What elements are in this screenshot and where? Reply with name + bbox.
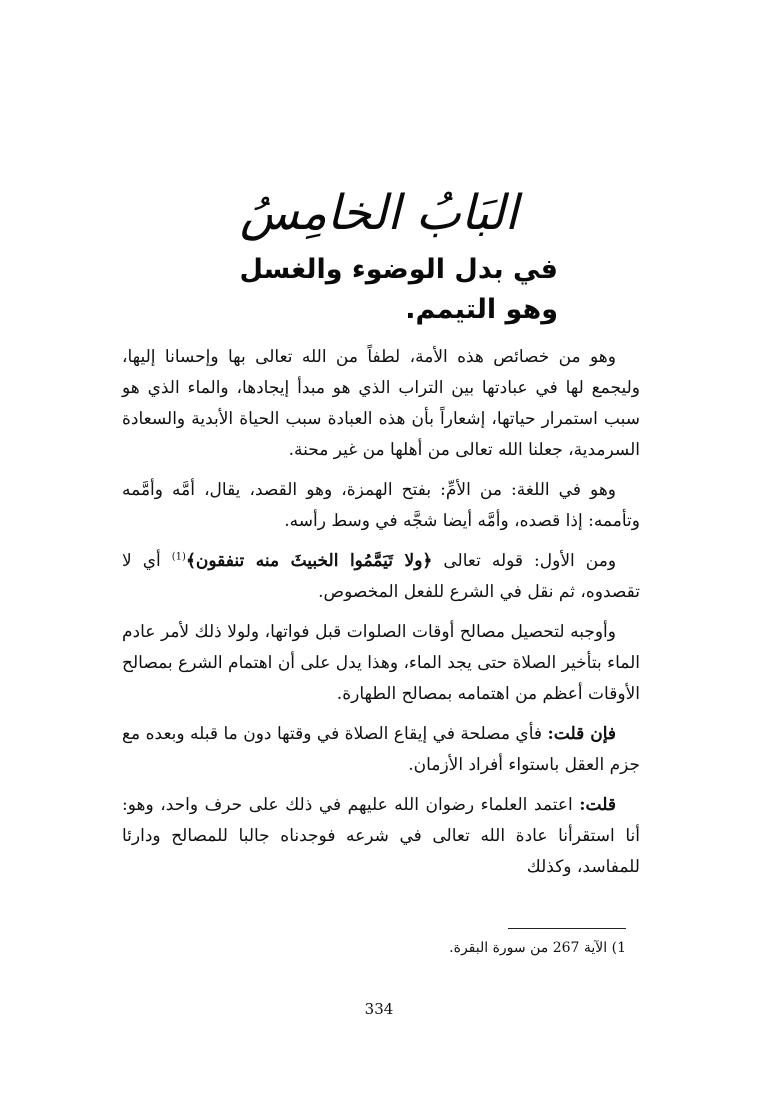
body-text [122, 342, 640, 892]
paragraph-5 [122, 719, 640, 781]
footnote-reference: (1) [171, 551, 186, 563]
paragraph-5-rest: فأي مصلحة في إيقاع الصلاة في وقتها دون ما قبله وبعده مع جزم العقل باستواء أفراد الأزمان. [122, 724, 640, 775]
paragraph-3-intro: ومن الأول: قوله تعالى [443, 551, 617, 571]
footnote: 1) الآية 267 من سورة البقرة. [449, 940, 626, 956]
paragraph-1: وهو من خصائص هذه الأمة، لطفاً من الله تعالى بها وإحسانا إليها، وليجمع لها في عبادتها بين التراب الذي هو مبدأ إيجادها، والماء الذي هو سبب استمرار حياتها، إشعاراً بأن هذه العبادة سبب الحياة الأبدية والسعادة السرمدية، جعلنا الله تعالى من أهلها من غير محنة. [122, 347, 640, 460]
paragraph-2: وهو في اللغة: من الأمِّ: بفتح الهمزة، وهو القصد، يقال، أمَّه وأمَّمه وتأممه: إذا قصده، وأمَّه أيضا شجَّه في وسط رأسه. [122, 480, 640, 531]
paragraph-3-rest: أي لا تقصدوه، ثم نقل في الشرع للفعل المخصوص. [122, 551, 640, 602]
paragraph-6-lead: قلت: [579, 795, 616, 815]
paragraph-5-lead: فإن قلت: [547, 724, 617, 744]
paragraph-4: وأوجبه لتحصيل مصالح أوقات الصلوات قبل فواتها، ولولا ذلك لأمر عادم الماء بتأخير الصلاة حتى يجد الماء، وهذا يدل على أن اهتمام الشرع بمصالح الأوقات أعظم من اهتمامه بمصالح الطهارة. [122, 622, 640, 704]
quran-verse: ﴿ولا تَيَمَّمُوا الخبيثَ منه تنفقون﴾ [185, 551, 433, 571]
chapter-subtitle: في بدل الوضوء والغسل وهو التيمم. [239, 254, 558, 325]
paragraph-3 [122, 546, 640, 608]
chapter-title: البَابُ الخامِسُ [240, 185, 518, 241]
footnote-divider [508, 928, 626, 929]
paragraph-6-rest: اعتمد العلماء رضوان الله عليهم في ذلك على حرف واحد، وهو: أنا استقرأنا عادة الله تعالى في شرعه فوجدناه جالبا للمصالح ودارئا للمفاسد، وكذلك [122, 795, 640, 877]
paragraph-6 [122, 790, 640, 883]
page-number: 334 [364, 1000, 394, 1018]
